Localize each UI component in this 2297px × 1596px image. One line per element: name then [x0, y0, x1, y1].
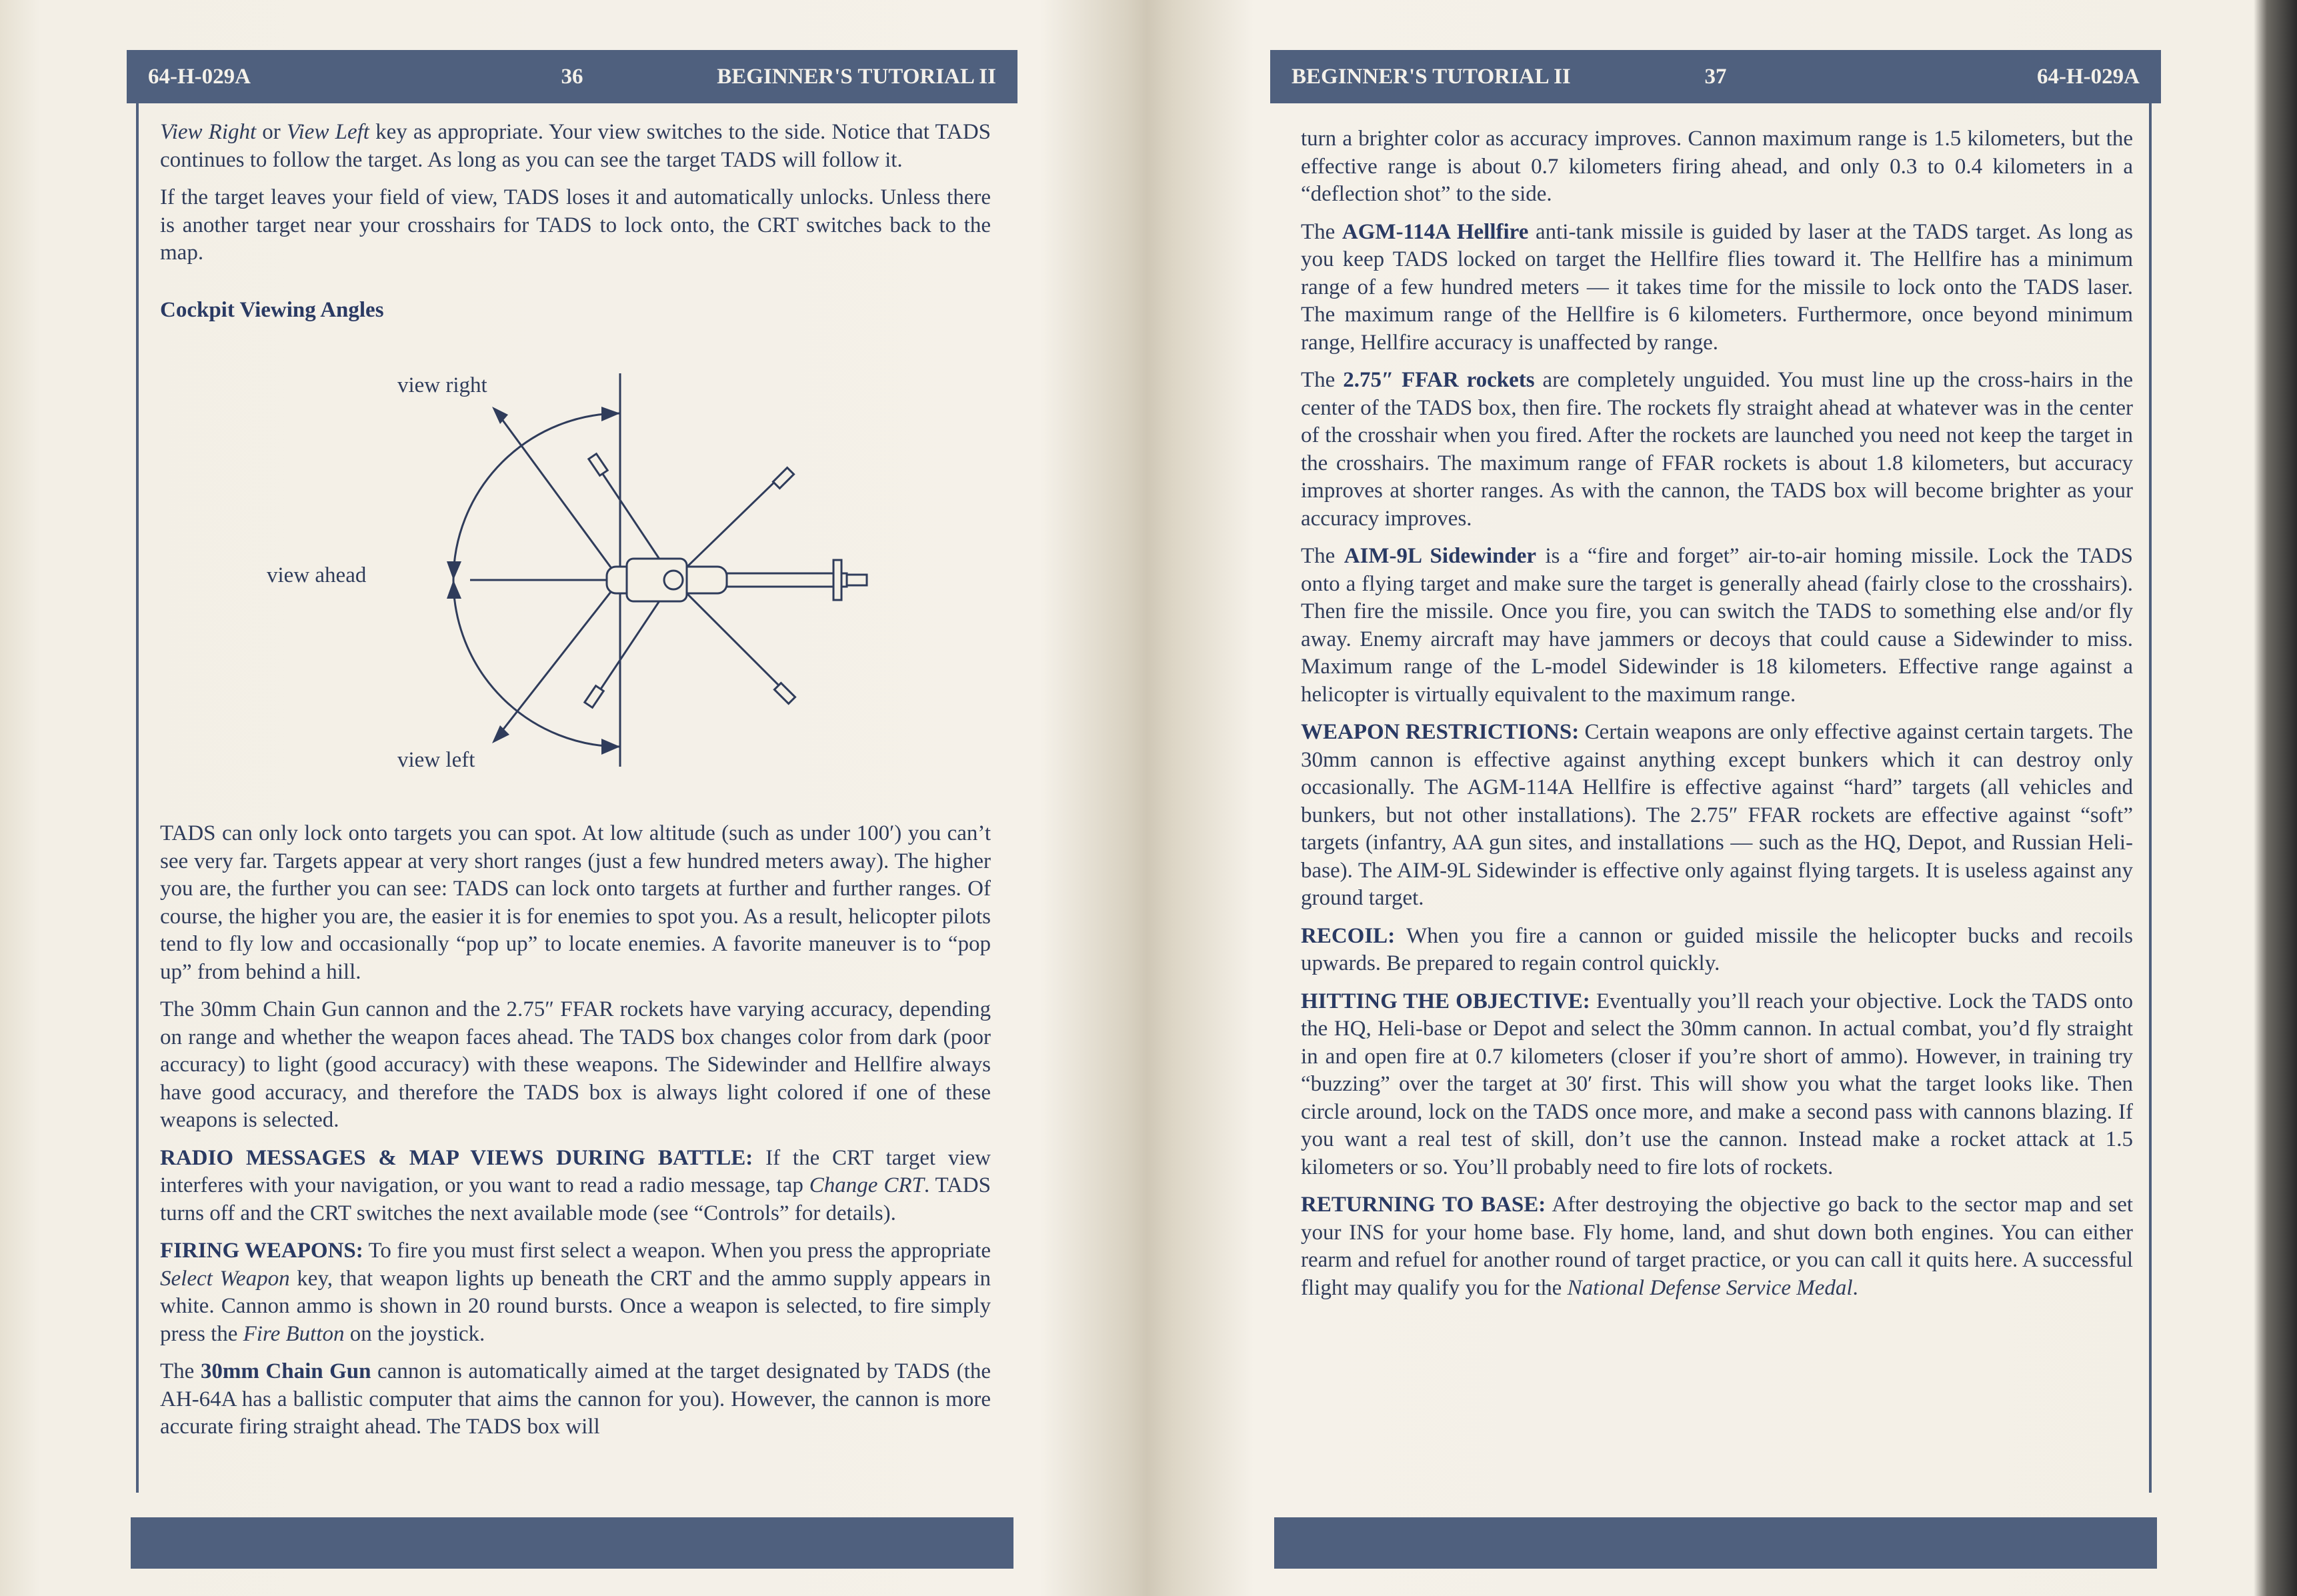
- helicopter-icon: [553, 454, 867, 708]
- left-sightline: [500, 580, 620, 733]
- key-name: Change CRT: [809, 1173, 924, 1197]
- paragraph: If the target leaves your field of view, TADS loses it and automatically unlocks. Unless there is another target near your crosshairs for TADS to lock onto, the CRT switches back to the map.: [160, 185, 991, 265]
- key-name: Fire Button: [243, 1321, 345, 1346]
- text-run: The: [1301, 368, 1344, 392]
- paragraph: [1301, 923, 2133, 978]
- key-name: View Left: [286, 120, 369, 144]
- page-number: 36: [561, 64, 583, 89]
- left-page-header: [127, 50, 1017, 103]
- right-page-footer-bar: [1274, 1517, 2157, 1569]
- text-run: are completely unguided. You must line up the cross-hairs in the center of the TADS box, then fire. The rockets fly straight ahead at whatever was in the center of the crosshair when you fired. After the rockets are launched you need not keep the target in the crosshairs. The maximum range of FFAR rockets is about 1.8 kilometers, but accuracy improves at shorter ranges. As with the cannon, the TADS box will become brighter as your accuracy improves.: [1301, 368, 2133, 531]
- text-run: key, that weapon lights up beneath the CRT and the ammo supply appears in white. Cannon ammo is shown in 20 round bursts. Once a weapon is selected, to fire simply press the: [160, 1266, 991, 1346]
- text-run: The: [1301, 219, 1342, 244]
- document-code: 64-H-029A: [2037, 64, 2140, 89]
- text-run: Eventually you’ll reach your objective. Lock the TADS onto the HQ, Heli-base or Depot and select the 30mm cannon. In actual combat, you’d fly straight in and open fire at 0.7 kilometers (closer if you’re short of ammo). However, in training try “buzzing” over the target at 30′ first. This will show you what the target looks like. Then circle around, lock on the TADS once more, and make a second pass with cannons blazing. If you want a real test of skill, don’t use the cannon. Instead make a rocket attack at 1.5 kilometers or so. You’ll probably need to fire lots of rockets.: [1301, 989, 2133, 1179]
- paragraph-heading: RECOIL:: [1301, 923, 1396, 948]
- view-right-label: view right: [397, 373, 487, 397]
- text-run: The: [1301, 544, 1344, 568]
- text-run: .: [1852, 1275, 1858, 1300]
- view-arc-lower: [453, 580, 620, 747]
- medal-name: National Defense Service Medal: [1567, 1275, 1853, 1300]
- paragraph: [160, 119, 991, 174]
- paragraph: The 30mm Chain Gun cannon and the 2.75″ FFAR rockets have varying accuracy, depending on range and whether the weapon faces ahead. The TADS box changes color from dark (poor accuracy) to light (good accuracy) with these weapons. The Sidewinder and Hellfire always have good accuracy, and therefore the TADS box is always light colored if one of these weapons is selected.: [160, 997, 991, 1132]
- key-name: View Right: [160, 120, 257, 144]
- text-run: To fire you must first select a weapon. When you press the appropriate: [363, 1239, 991, 1263]
- paragraph: [160, 1237, 991, 1348]
- paragraph-heading: HITTING THE OBJECTIVE:: [1301, 989, 1590, 1013]
- left-page: [127, 0, 1017, 1596]
- paragraph-heading: RADIO MESSAGES & MAP VIEWS DURING BATTLE:: [160, 1145, 753, 1170]
- key-name: Select Weapon: [160, 1266, 290, 1291]
- weapon-name: AGM-114A Hellfire: [1342, 219, 1529, 244]
- text-run: or: [256, 120, 287, 144]
- section-title: BEGINNER'S TUTORIAL II: [717, 64, 996, 89]
- text-run: The: [160, 1359, 201, 1383]
- text-run: anti-tank missile is guided by laser at the TADS target. As long as you keep TADS locked on target the Hellfire flies toward it. The Hellfire has a minimum range of a few hundred meters — it takes time for the missile to lock onto the TADS laser. The maximum range of the Hellfire is 6 kilometers. Furthermore, once beyond minimum range, Hellfire accuracy is unaffected by range.: [1301, 219, 2134, 355]
- text-run: on the joystick.: [344, 1321, 485, 1346]
- text-run: cannon is automatically aimed at the target designated by TADS (the AH-64A has a ballistic computer that aims the cannon for you). However, the cannon is more accurate firing straight ahead. The TADS box will: [160, 1359, 991, 1439]
- paragraph: [1301, 367, 2133, 533]
- paragraph: TADS can only lock onto targets you can spot. At low altitude (such as under 100′) you can’t see very far. Targets appear at very short ranges (just a few hundred meters away). The higher you are, the further you can see: TADS can lock onto targets at further and further ranges. Of course, the higher you are, the easier it is for enemies to spot you. As a result, helicopter pilots tend to fly low and occasionally “pop up” to locate enemies. A favorite maneuver is to “pop up” from behind a hill.: [160, 821, 991, 984]
- page-number: 37: [1704, 64, 1727, 89]
- margin-rule: [2149, 103, 2152, 1493]
- paragraph: [1301, 219, 2133, 357]
- weapon-name: 2.75″ FFAR rockets: [1343, 368, 1535, 392]
- text-run: is a “fire and forget” air-to-air homing missile. Lock the TADS onto a flying target and make sure the target is generally ahead (fairly close to the crosshairs). Then fire the missile. Once you fire, you can switch the TADS to something else and/or fly away. Enemy aircraft may have jammers or decoys that could cause a Sidewinder to miss. Maximum range of the L-model Sidewinder is 18 kilometers. Effective range against a helicopter is virtually equivalent to the maximum range.: [1301, 544, 2133, 707]
- paragraph: [1301, 988, 2133, 1182]
- document-code: 64-H-029A: [148, 64, 251, 89]
- paragraph: [160, 1145, 991, 1228]
- paragraph-heading: WEAPON RESTRICTIONS:: [1301, 720, 1580, 744]
- section-title: BEGINNER'S TUTORIAL II: [1292, 64, 1571, 89]
- paragraph: [1301, 543, 2133, 709]
- cockpit-viewing-diagram: [193, 373, 927, 773]
- text-run: key as appropriate. Your view switches to the side. Notice that TADS continues to follow the target. As long as you can see the target TADS will follow it.: [160, 120, 991, 172]
- text-run: Certain weapons are only effective against certain targets. The 30mm cannon is effective against anything except bunkers which it can destroy only occasionally. The AGM-114A Hellfire is effective against “hard” targets (all vehicles and bunkers, but not other installations). The 2.75″ FFAR rockets are effective against “soft” targets (infantry, AA gun sites, and installations — such as the HQ, Depot, and Russian Heli-base). The AIM-9L Sidewinder is effective only against flying targets. It is useless against any ground target.: [1301, 720, 2133, 910]
- paragraph: [1301, 1191, 2133, 1302]
- right-text: [1301, 125, 2133, 1312]
- paragraph: [1301, 719, 2133, 913]
- view-left-label: view left: [397, 748, 475, 772]
- paragraph: turn a brighter color as accuracy improves. Cannon maximum range is 1.5 kilometers, but the effective range is about 0.7 kilometers firing ahead, and only 0.3 to 0.4 kilometers in a “deflection shot” to the side.: [1301, 127, 2133, 206]
- weapon-name: 30mm Chain Gun: [200, 1359, 371, 1383]
- view-ahead-label: view ahead: [267, 563, 367, 587]
- text-run: After destroying the objective go back to the sector map and set your INS for your home base. Fly home, land, and shut down both engines. You can either rearm and refuel for another round of target practice, or you can call it quits here. A successful flight may qualify you for the: [1301, 1193, 2134, 1300]
- right-page: [1270, 0, 2161, 1596]
- view-arc-upper: [453, 413, 620, 580]
- paragraph-heading: RETURNING TO BASE:: [1301, 1193, 1546, 1217]
- weapon-name: AIM-9L Sidewinder: [1344, 544, 1537, 568]
- text-run: . TADS turns off and the CRT switches the next available mode (see “Controls” for details).: [160, 1173, 991, 1225]
- margin-rule: [136, 103, 139, 1493]
- left-page-footer-bar: [131, 1517, 1013, 1569]
- text-run: When you fire a cannon or guided missile the helicopter bucks and recoils upwards. Be prepared to regain control quickly.: [1301, 923, 2133, 975]
- left-text-bottom: [160, 820, 991, 1451]
- paragraph-heading: FIRING WEAPONS:: [160, 1239, 363, 1263]
- paragraph: [160, 1358, 991, 1441]
- cockpit-viewing-heading: Cockpit Viewing Angles: [160, 297, 384, 322]
- text-run: If the CRT target view interferes with your navigation, or you want to read a radio message, tap: [160, 1145, 991, 1197]
- left-text-top: [160, 119, 991, 334]
- right-page-header: [1270, 50, 2161, 103]
- right-sightline: [500, 417, 620, 580]
